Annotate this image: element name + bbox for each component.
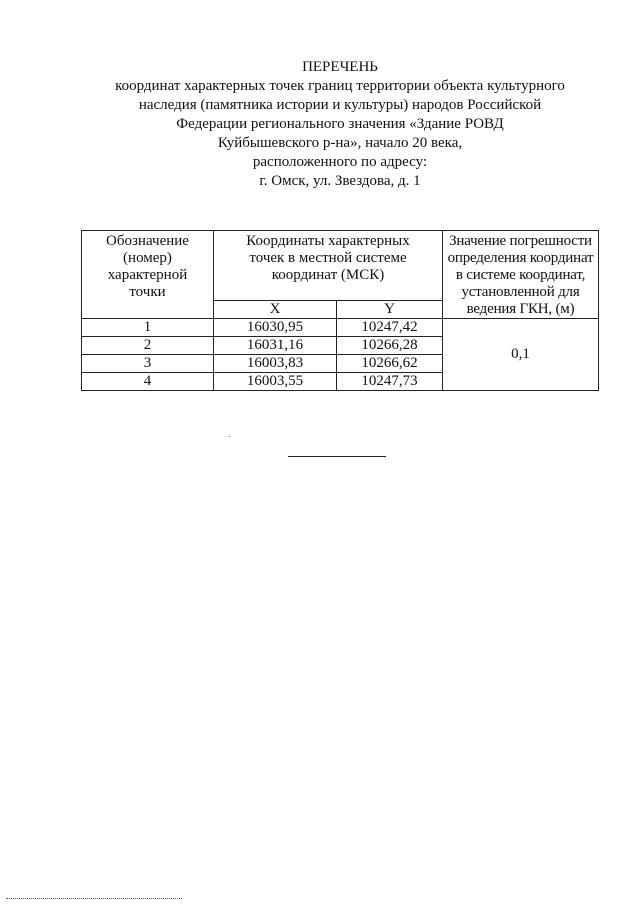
header-line: расположенного по адресу: xyxy=(252,154,428,170)
header-line: г. Омск, ул. Звездова, д. 1 xyxy=(259,173,421,189)
header-line: координат характерных точек границ территории объекта культурного xyxy=(115,78,565,94)
point-number: 2 xyxy=(82,337,214,355)
x-value: 16030,95 xyxy=(214,319,337,337)
point-number: 1 xyxy=(82,319,214,337)
header-text: ведения ГКН, (м) xyxy=(466,301,575,317)
table-header-row xyxy=(82,231,599,301)
point-number: 3 xyxy=(82,355,214,373)
header-text: Координаты характерных xyxy=(246,233,410,249)
scan-speck xyxy=(229,436,230,437)
header-text: в системе координат, xyxy=(455,267,586,283)
y-value: 10266,28 xyxy=(337,337,443,355)
error-header xyxy=(443,231,599,319)
header-line: наследия (памятника истории и культуры) народов Российской xyxy=(138,97,542,113)
header-text: Значение погрешности xyxy=(449,233,592,249)
y-value: 10247,42 xyxy=(337,319,443,337)
error-value: 0,1 xyxy=(443,319,599,391)
header-text: определения координат xyxy=(447,250,594,266)
header-text: точек в местной системе xyxy=(249,250,407,266)
x-header: X xyxy=(214,300,337,318)
header-text: Обозначение xyxy=(106,233,189,249)
point-number: 4 xyxy=(82,373,214,391)
header-text: точки xyxy=(129,284,166,300)
footer-divider-line xyxy=(6,898,182,899)
x-value: 16003,55 xyxy=(214,373,337,391)
header-text: установленной для xyxy=(461,284,580,300)
point-designation-header xyxy=(82,231,214,319)
document-title: ПЕРЕЧЕНЬ xyxy=(302,59,378,75)
y-value: 10266,62 xyxy=(337,355,443,373)
header-line: Федерации регионального значения «Здание РОВД xyxy=(176,116,504,132)
x-value: 16003,83 xyxy=(214,355,337,373)
y-value: 10247,73 xyxy=(337,373,443,391)
header-line: Куйбышевского р-на», начало 20 века, xyxy=(217,135,463,151)
coordinates-table xyxy=(81,230,599,391)
end-divider-line xyxy=(288,456,386,457)
y-header: Y xyxy=(337,300,443,318)
header-text: координат (МСК) xyxy=(271,267,385,283)
header-text: (номер) xyxy=(123,250,172,266)
coordinates-header xyxy=(214,231,443,301)
header-text: характерной xyxy=(107,267,188,283)
document-header xyxy=(0,58,639,191)
table-row xyxy=(82,319,599,337)
x-value: 16031,16 xyxy=(214,337,337,355)
